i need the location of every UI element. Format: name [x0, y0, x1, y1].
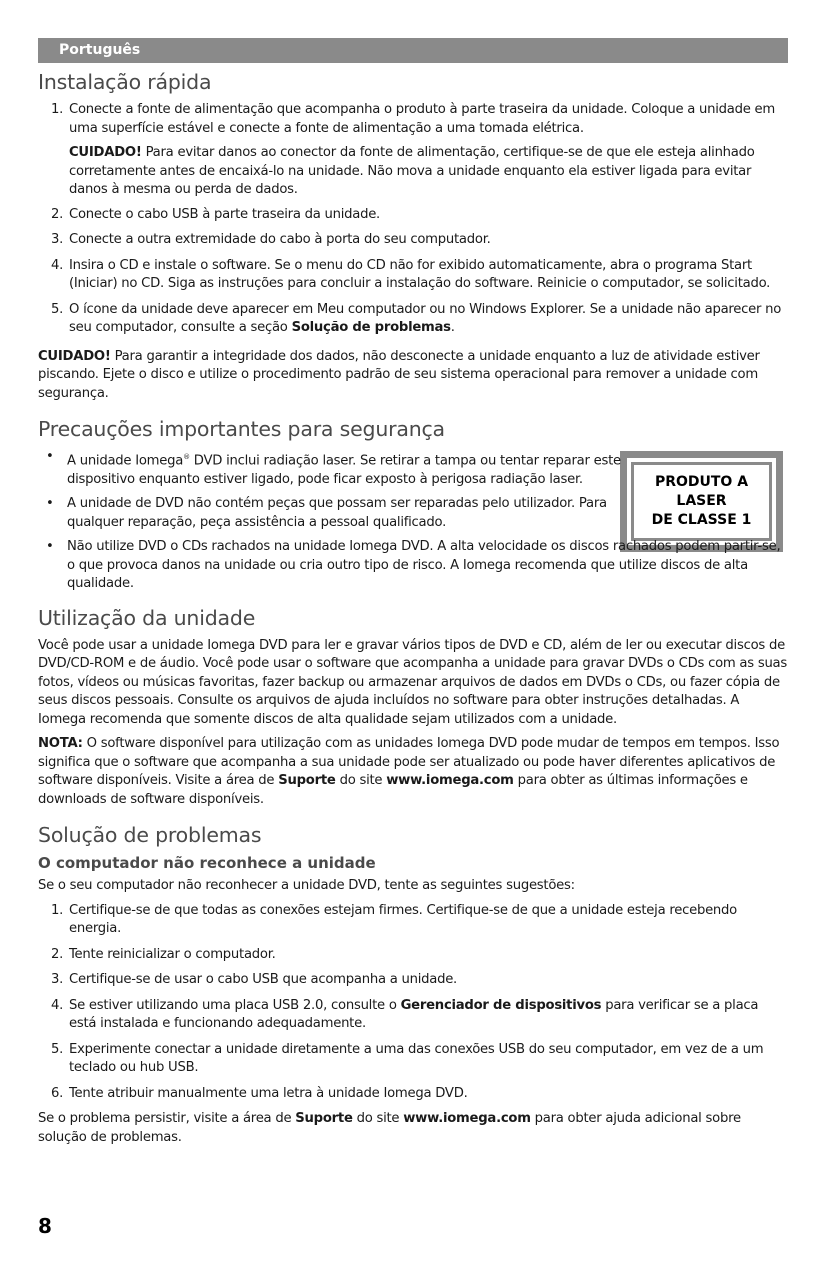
troubleshooting-step-2: 2. Tente reinicializar o computador.: [67, 946, 788, 965]
safety-item-3: [38, 538, 788, 594]
troubleshooting-outro: [38, 1110, 788, 1147]
outro-text: Se o problema persistir, visite a área de: [38, 1111, 296, 1127]
caution-text: Para garantir a integridade dos dados, não desconecte a unidade enquanto a luz de atividade estiver piscando. Ejete o disco e utilize o procedimento padrão de seu sistema operacional para remover a unidade com segurança.: [38, 348, 760, 401]
quick-install-heading: Instalação rápida: [38, 70, 212, 94]
outro-text: do site: [352, 1111, 404, 1127]
data-integrity-caution: [38, 348, 788, 404]
install-step-2: 2. Conecte o cabo USB à parte traseira da unidade.: [67, 206, 788, 225]
document-page: [38, 38, 788, 1153]
laser-class-label: PRODUTO A LASER DE CLASSE 1: [651, 474, 752, 528]
troubleshooting-intro: Se o seu computador não reconhecer a unidade DVD, tente as seguintes sugestões:: [38, 878, 575, 894]
troubleshooting-heading: Solução de problemas: [38, 823, 262, 848]
safety-item-1-b: DVD inclui radiação laser. Se retirar a tampa ou tentar reparar este dispositivo enquanto estiver ligado, pode ficar exposto à perigosa radiação laser.: [67, 453, 621, 487]
install-step-4: 4. Insira o CD e instale o software. Se o menu do CD não for exibido automaticamente, abra o programa Start (Iniciar) no CD. Siga as instruções para concluir a instalação do software. Reinicie o computador, se solicitado.: [67, 257, 788, 294]
troubleshooting-step-5: 5. Experimente conectar a unidade diretamente a uma das conexões USB do seu computador, em vez de a um teclado ou hub USB.: [67, 1041, 788, 1078]
iomega-url: www.iomega.com: [386, 773, 514, 789]
usage-heading: Utilização da unidade: [38, 605, 256, 630]
support-link: Suporte: [278, 773, 336, 789]
iomega-url: www.iomega.com: [403, 1111, 531, 1127]
laser-class-label-box: [620, 451, 783, 552]
install-step-1-text: Conecte a fonte de alimentação que acompanha o produto à parte traseira da unidade. Coloque a unidade em uma superfície estável e conecte a fonte de alimentação a uma tomada elétrica.: [69, 102, 776, 136]
safety-item-2-text: A unidade de DVD não contém peças que possam ser reparadas pelo utilizador. Para qualquer reparação, peça assistência a pessoal qualificado.: [67, 496, 607, 530]
troubleshooting-reference: Solução de problemas: [291, 320, 451, 335]
quick-install-steps: [38, 101, 788, 338]
troubleshooting-step-3: 3. Certifique-se de usar o cabo USB que acompanha a unidade.: [67, 971, 788, 990]
safety-item-1: [38, 448, 627, 489]
language-header-bar: [38, 38, 788, 63]
safety-item-3-text: Não utilize DVD o CDs rachados na unidade Iomega DVD. A alta velocidade os discos rachados podem partir-se, o que provoca danos na unidade ou cria outro tipo de risco. A Iomega recomenda que utilize discos de alta qualidade.: [67, 539, 781, 592]
note-text: para obter as últimas informações e downloads de software disponíveis.: [38, 773, 748, 807]
safety-section: [38, 448, 788, 594]
support-link: Suporte: [295, 1111, 353, 1127]
troubleshooting-subheading: O computador não reconhece a unidade: [38, 854, 376, 873]
troubleshooting-steps: [38, 902, 788, 1104]
step-text: Se estiver utilizando uma placa USB 2.0, consulte o: [69, 997, 401, 1013]
caution-label: CUIDADO!: [69, 145, 142, 160]
language-label: Português: [59, 42, 141, 58]
install-step-5: [67, 301, 788, 338]
device-manager-reference: Gerenciador de dispositivos: [400, 997, 602, 1013]
install-step-3: 3. Conecte a outra extremidade do cabo à porta do seu computador.: [67, 231, 788, 250]
safety-item-2: [38, 495, 627, 532]
install-step-5-end: .: [450, 320, 455, 335]
note-text: O software disponível para utilização com as unidades Iomega DVD pode mudar de tempos em tempos. Isso significa que o software que acompanha a sua unidade pode ser atualizado ou pode haver diferentes aplicativos de software disponíveis. Visite a área de: [38, 736, 780, 789]
install-step-1: [67, 101, 788, 200]
bullet-icon: •: [46, 496, 54, 512]
usage-paragraph: Você pode usar a unidade Iomega DVD para ler e gravar vários tipos de DVD e CD, além de ler ou executar discos de DVD/CD-ROM e de áudio. Você pode usar o software que acompanha a unidade para gravar DVDs o CDs com as suas fotos, vídeos ou músicas favoritas, fazer backup ou armazenar arquivos de dados em DVDs o CDs, ou fazer cópia de seus discos pessoais. Consulte os arquivos de ajuda incluídos no software para obter instruções detalhadas. A Iomega recomenda que somente discos de alta qualidade sejam utilizados com a unidade.: [38, 637, 787, 727]
usage-note: [38, 735, 788, 809]
safety-item-1-a: A unidade Iomega: [67, 453, 184, 469]
bullet-icon: •: [46, 449, 54, 464]
outro-text: para obter ajuda adicional sobre solução de problemas.: [38, 1111, 741, 1145]
note-label: NOTA:: [38, 736, 83, 752]
troubleshooting-step-6: 6. Tente atribuir manualmente uma letra à unidade Iomega DVD.: [67, 1085, 788, 1104]
troubleshooting-step-4: [67, 997, 788, 1034]
safety-heading: Precauções importantes para segurança: [38, 417, 445, 441]
caution-text: Para evitar danos ao conector da fonte de alimentação, certifique-se de que ele esteja alinhado corretamente antes de encaixá-lo na unidade. Não mova a unidade enquanto ela estiver ligada para evitar danos à mesma ou perda de dados.: [69, 145, 755, 197]
registered-mark: ®: [183, 453, 190, 461]
bullet-icon: •: [46, 539, 54, 555]
troubleshooting-step-1: 1. Certifique-se de que todas as conexões estejam firmes. Certifique-se de que a unidade esteja recebendo energia.: [67, 902, 788, 939]
page-number: 8: [38, 1214, 52, 1238]
note-text: do site: [335, 773, 387, 789]
caution-label: CUIDADO!: [38, 348, 111, 364]
install-step-1-caution: [69, 144, 788, 200]
install-step-5-text: O ícone da unidade deve aparecer em Meu computador ou no Windows Explorer. Se a unidade não aparecer no seu computador, consulte a seção: [69, 301, 782, 335]
step-text: para verificar se a placa está instalada e funcionando adequadamente.: [69, 997, 759, 1032]
